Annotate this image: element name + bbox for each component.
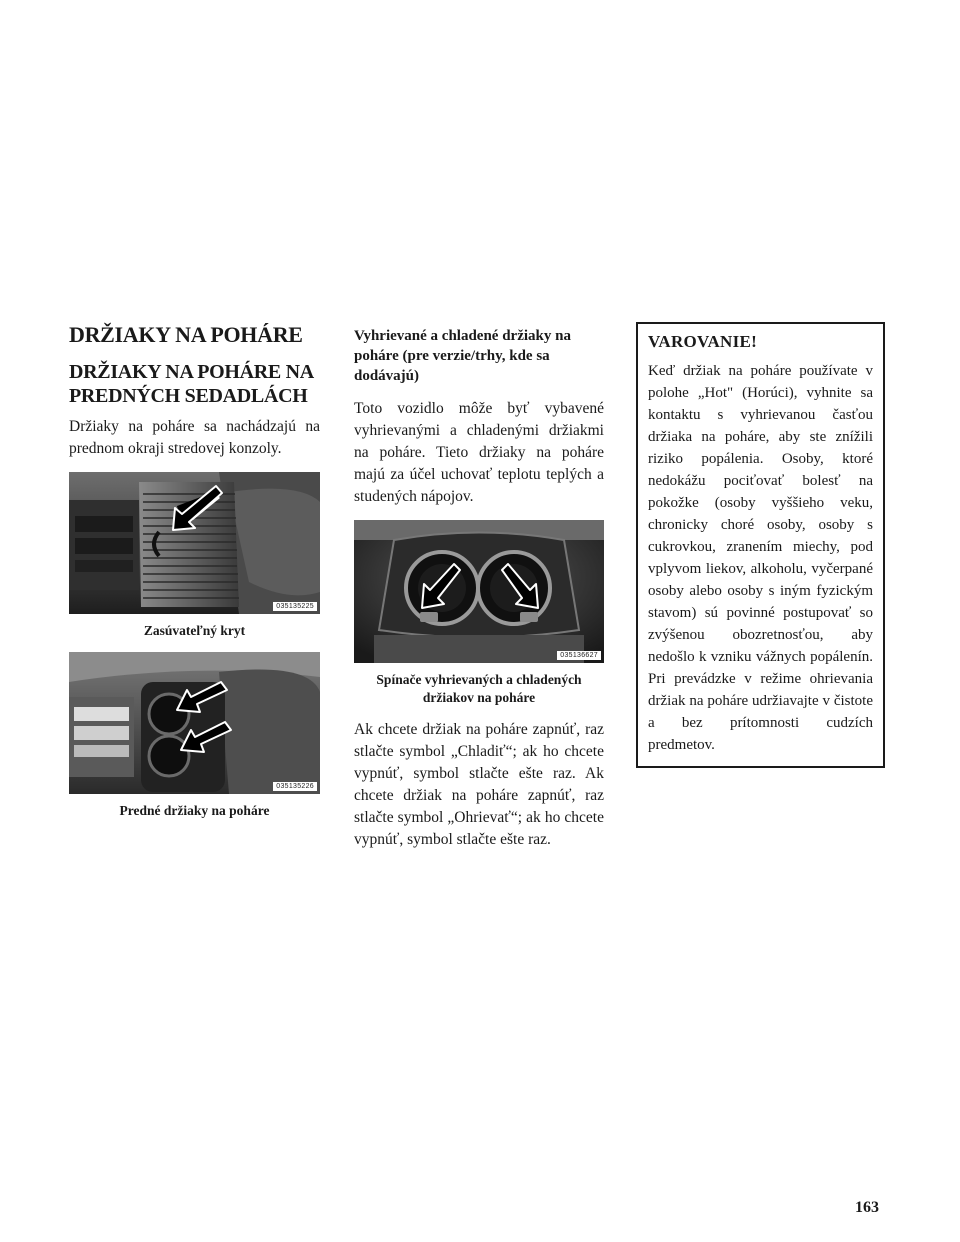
page-number: 163	[855, 1199, 879, 1216]
warning-box	[636, 322, 885, 768]
heated-switches-photo	[354, 520, 604, 663]
front-cupholders-photo	[69, 652, 320, 794]
figure-heated-switches	[354, 520, 604, 663]
figure-sliding-cover	[69, 472, 320, 614]
usage-paragraph: Ak chcete držiak na poháre zapnúť, raz stlačte symbol „Chladiť“; ak ho chcete vypnúť, symbol stlačte ešte raz. Ak chcete držiak na poháre zapnúť, raz stlačte symbol „Ohrievať“; ak ho chcete vypnúť, symbol stlačte ešte raz.	[354, 721, 604, 848]
figure-front-cupholders	[69, 652, 320, 794]
warning-title: VAROVANIE!	[648, 332, 758, 351]
column-right	[636, 322, 885, 768]
sliding-cover-photo	[69, 472, 320, 614]
figure-caption: Predné držiaky na poháre	[119, 803, 270, 818]
section-title: DRŽIAKY NA POHÁRE	[69, 322, 303, 347]
figure-code: 035136627	[557, 651, 601, 660]
subsection-front-title: DRŽIAKY NA POHÁRE NA PREDNÝCH SEDADLÁCH	[69, 361, 313, 407]
intro-paragraph: Držiaky na poháre sa nachádzajú na prednom okraji stredovej konzoly.	[69, 418, 320, 457]
column-middle	[354, 322, 604, 863]
heated-paragraph: Toto vozidlo môže byť vybavené vyhrievanými a chladenými držiakmi na poháre. Tieto držiaky na poháre majú za účel uchovať teplotu teplých a studených nápojov.	[354, 400, 604, 505]
warning-text: Keď držiak na poháre používate v polohe „Hot" (Horúci), vyhnite sa kontaktu s vyhrievanou časťou držiaka na poháre, aby ste znížili riziko popálenia. Osoby, ktoré nedokážu pociťovať bolesť na pokožke (osoby vyššieho veku, chronicky choré osoby, osoby s cukrovkou, zranením miechy, pod vplyvom liekov, alkoholu, vyčerpané osoby alebo osoby s iným fyzickým stavom) sú povinné postupovať so zvýšenou obozretnosťou, aby nedošlo k vzniku vážnych popálenín. Pri prevádzke v režime ohrievania držiak na poháre udržiavajte v čistote a bez prítomnosti cudzích predmetov.	[648, 363, 873, 753]
subsection-heated-title: Vyhrievané a chladené držiaky na poháre (pre verzie/trhy, kde sa dodávajú)	[354, 328, 571, 384]
figure-code: 035135225	[273, 602, 317, 611]
figure-code: 035135226	[273, 782, 317, 791]
figure-caption: Spínače vyhrievaných a chladených držiakov na poháre	[376, 672, 582, 705]
figure-caption: Zasúvateľný kryt	[143, 623, 246, 638]
column-left	[69, 322, 320, 832]
